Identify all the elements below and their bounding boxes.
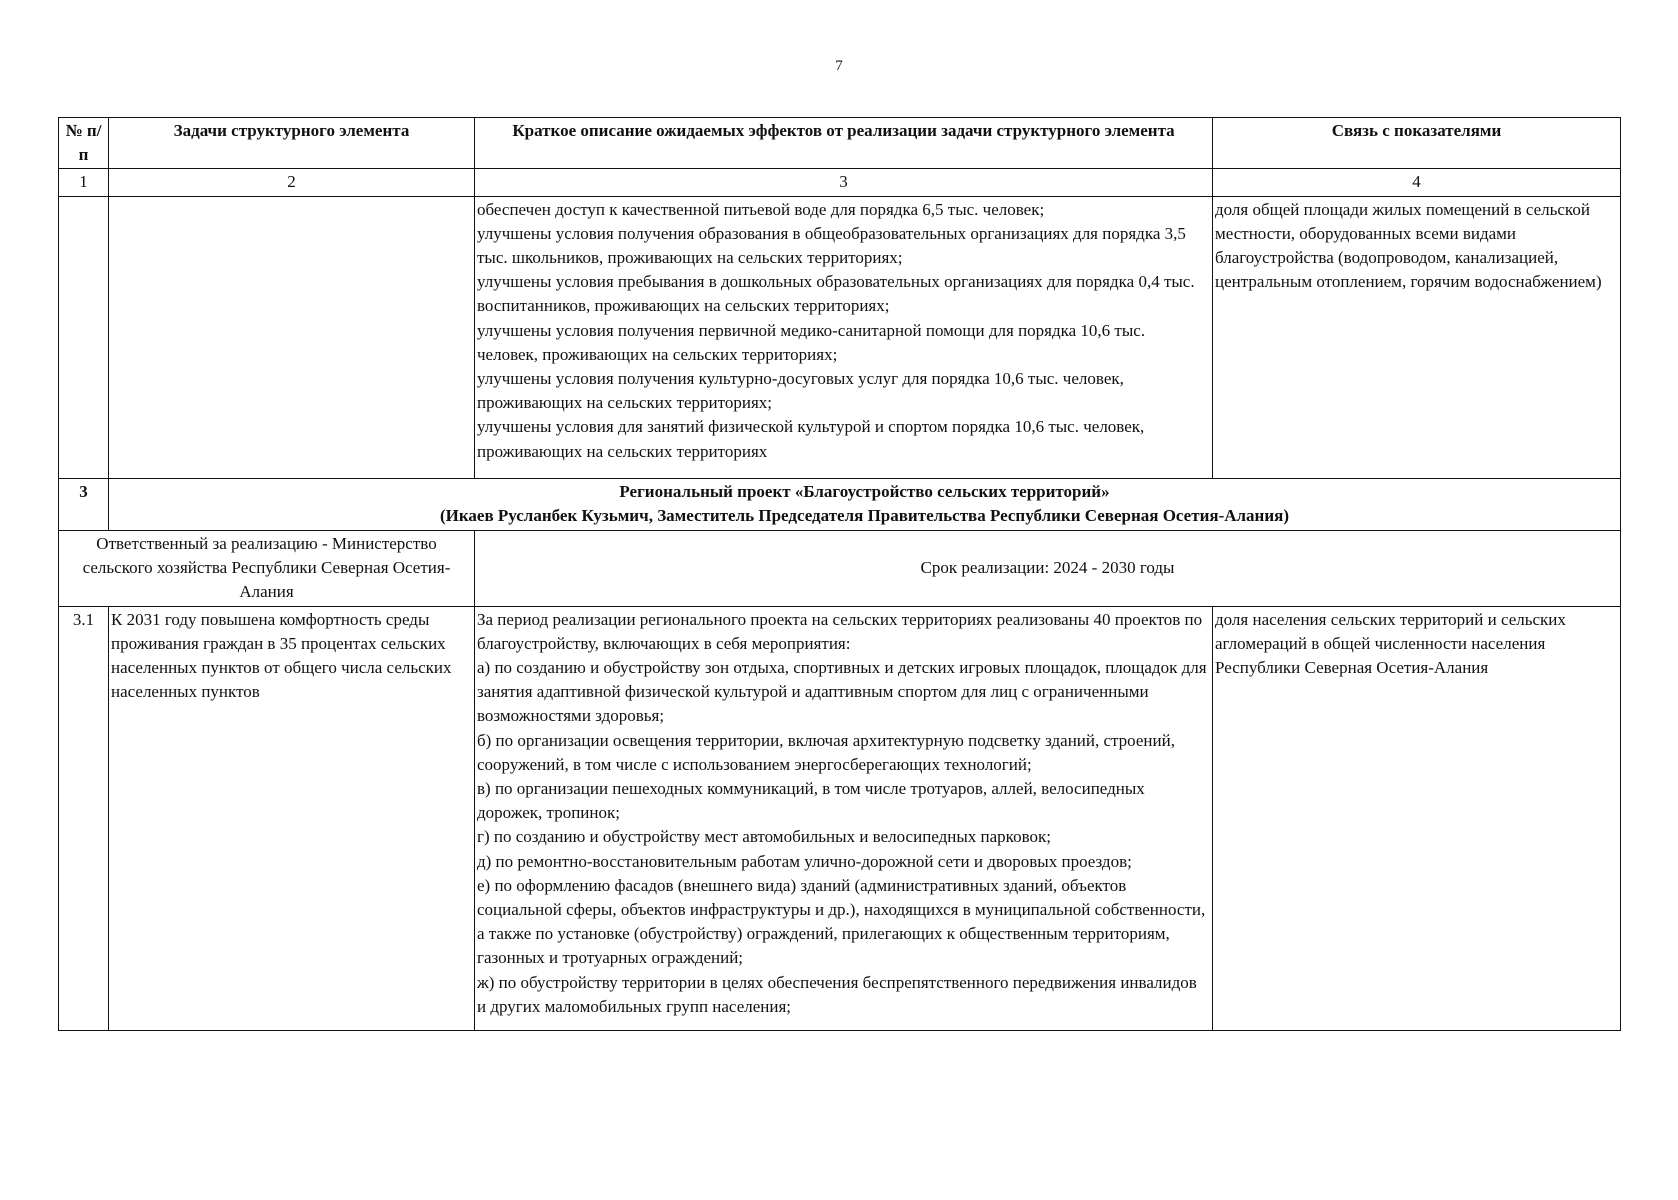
row-effects [475, 606, 1213, 1030]
column-number: 1 [59, 169, 109, 196]
effect-item: д) по ремонтно-восстановительным работам улично-дорожной сети и дворовых проездов; [477, 851, 1132, 871]
row-num: 3.1 [59, 606, 109, 1030]
row-num [59, 196, 109, 478]
header-indicators: Связь с показателями [1213, 118, 1621, 169]
table-row-continued [59, 196, 1621, 478]
column-number: 4 [1213, 169, 1621, 196]
header-tasks: Задачи структурного элемента [109, 118, 475, 169]
effect-item: улучшены условия для занятий физической культурой и спортом порядка 10,6 тыс. человек, проживающих на сельских территориях [477, 417, 1145, 461]
header-num: № п/п [59, 118, 109, 169]
header-effects: Краткое описание ожидаемых эффектов от реализации задачи структурного элемента [475, 118, 1213, 169]
effect-item: в) по организации пешеходных коммуникаций, в том числе тротуаров, аллей, велосипедных дорожек, тропинок; [477, 779, 1145, 823]
effect-item: улучшены условия получения образования в общеобразовательных организациях для порядка 3,5 тыс. школьников, проживающих на сельских территориях; [477, 223, 1186, 268]
effect-item: е) по оформлению фасадов (внешнего вида) зданий (административных зданий, объектов социальной сферы, объектов инфраструктуры и др.), находящихся в муниципальной собственности, а также по установке (обустройству) ограждений, прилегающих к общественным территориям, газонных и тротуарных ограждений; [477, 875, 1206, 968]
table-header-row [59, 118, 1621, 169]
row-task [109, 196, 475, 478]
effect-item: За период реализации регионального проекта на сельских территориях реализованы 40 проектов по благоустройству, включающих в себя мероприятия: [477, 609, 1203, 653]
row-effects [475, 196, 1213, 478]
project-curator: (Икаев Русланбек Кузьмич, Заместитель Председателя Правительства Республики Северная Осетия-Алания) [440, 505, 1289, 525]
structural-element-table [58, 117, 1621, 1031]
row-indicator: доля общей площади жилых помещений в сельской местности, оборудованных всеми видами благоустройства (водопроводом, канализацией, центральным отоплением, горячим водоснабжением) [1213, 196, 1621, 478]
column-number-row [59, 169, 1621, 196]
project-title-cell [109, 478, 1621, 530]
effect-item: улучшены условия пребывания в дошкольных образовательных организациях для порядка 0,4 тыс. воспитанников, проживающих на сельских территориях; [477, 272, 1195, 316]
project-num: 3 [59, 478, 109, 530]
row-indicator: доля населения сельских территорий и сельских агломераций в общей численности населения Республики Северная Осетия-Алания [1213, 606, 1621, 1030]
implementation-term: Срок реализации: 2024 - 2030 годы [475, 530, 1621, 606]
effect-item: б) по организации освещения территории, включая архитектурную подсветку зданий, строений, сооружений, в том числе с использованием энергосберегающих технологий; [477, 730, 1175, 774]
effect-item: улучшены условия получения первичной медико-санитарной помощи для порядка 10,6 тыс. человек, проживающих на сельских территориях; [477, 320, 1146, 364]
column-number: 2 [109, 169, 475, 196]
responsible-row [59, 530, 1621, 606]
effect-item: улучшены условия получения культурно-досуговых услуг для порядка 10,6 тыс. человек, проживающих на сельских территориях; [477, 369, 1124, 413]
effect-item: г) по созданию и обустройству мест автомобильных и велосипедных парковок; [477, 827, 1051, 847]
project-title: Региональный проект «Благоустройство сельских территорий» [619, 481, 1110, 501]
column-number: 3 [475, 169, 1213, 196]
table-row-3-1 [59, 606, 1621, 1030]
effect-item: обеспечен доступ к качественной питьевой воде для порядка 6,5 тыс. человек; [477, 199, 1045, 219]
row-task: К 2031 году повышена комфортность среды проживания граждан в 35 процентах сельских населенных пунктов от общего числа сельских населенных пунктов [109, 606, 475, 1030]
effect-item: а) по созданию и обустройству зон отдыха, спортивных и детских игровых площадок, площадок для занятия адаптивной физической культурой и адаптивным спортом для лиц с ограниченными возможностями здоровья; [477, 658, 1207, 726]
project-row [59, 478, 1621, 530]
effect-item: ж) по обустройству территории в целях обеспечения беспрепятственного передвижения инвалидов и других маломобильных групп населения; [477, 972, 1197, 1016]
page-number: 7 [835, 58, 843, 74]
responsible-ministry: Ответственный за реализацию - Министерство сельского хозяйства Республики Северная Осетия-Алания [59, 530, 475, 606]
